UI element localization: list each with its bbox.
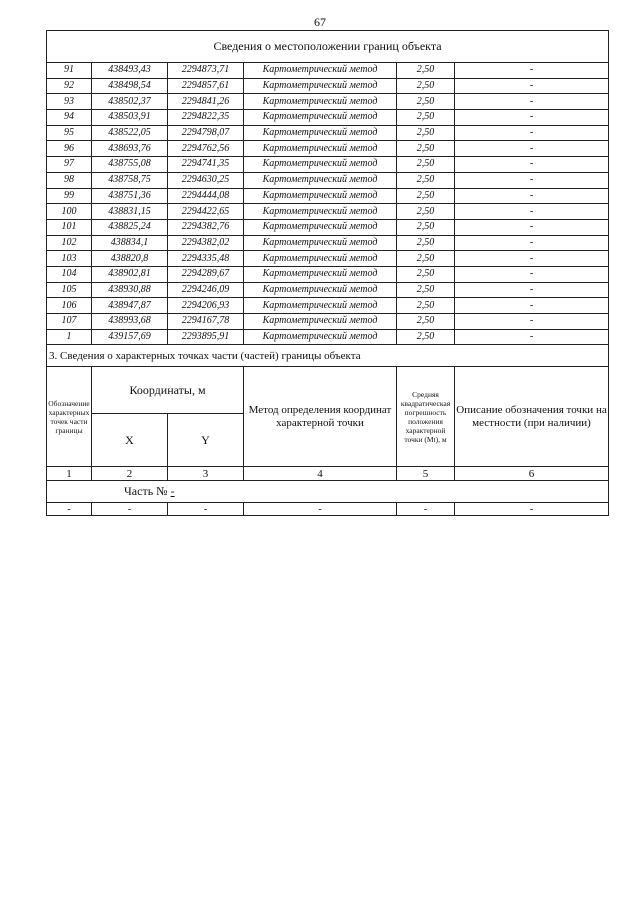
- point-number-cell: 93: [47, 94, 92, 110]
- description-cell: -: [455, 266, 609, 282]
- header-y: Y: [168, 414, 244, 467]
- table-row: [47, 94, 609, 110]
- coord-x-cell: 438993,68: [92, 314, 168, 330]
- description-cell: -: [455, 329, 609, 345]
- coord-x-cell: 438503,91: [92, 110, 168, 126]
- coord-x-cell: 438522,05: [92, 125, 168, 141]
- method-cell: Картометрический метод: [244, 63, 397, 79]
- table-row: [47, 63, 609, 79]
- coord-x-cell: 438498,54: [92, 78, 168, 94]
- accuracy-cell: 2,50: [397, 110, 455, 126]
- point-number-cell: 102: [47, 235, 92, 251]
- table-row: [47, 298, 609, 314]
- coord-x-cell: 438831,15: [92, 204, 168, 220]
- description-cell: -: [455, 157, 609, 173]
- method-cell: Картометрический метод: [244, 329, 397, 345]
- point-number-cell: 98: [47, 172, 92, 188]
- point-number-cell: 101: [47, 219, 92, 235]
- header-x: X: [92, 414, 168, 467]
- table-row: [47, 235, 609, 251]
- table-row: [47, 188, 609, 204]
- column-number: 6: [455, 467, 609, 481]
- part-value: -: [170, 484, 175, 499]
- table-row: [47, 314, 609, 330]
- coord-x-cell: 438947,87: [92, 298, 168, 314]
- method-cell: Картометрический метод: [244, 110, 397, 126]
- accuracy-cell: 2,50: [397, 141, 455, 157]
- table-row: [47, 266, 609, 282]
- accuracy-cell: 2,50: [397, 172, 455, 188]
- description-cell: -: [455, 235, 609, 251]
- accuracy-cell: 2,50: [397, 125, 455, 141]
- point-number-cell: 105: [47, 282, 92, 298]
- header-accuracy: Средняя квадратическая погрешность положения характерной точки (Mt), м: [397, 367, 455, 467]
- table-title: Сведения о местоположении границ объекта: [47, 31, 609, 63]
- point-number-cell: 103: [47, 251, 92, 267]
- coord-x-cell: 438834,1: [92, 235, 168, 251]
- empty-cell: -: [455, 503, 609, 516]
- coord-y-cell: 2294382,76: [168, 219, 244, 235]
- coord-x-cell: 438493,43: [92, 63, 168, 79]
- method-cell: Картометрический метод: [244, 141, 397, 157]
- accuracy-cell: 2,50: [397, 282, 455, 298]
- point-number-cell: 100: [47, 204, 92, 220]
- table-row: [47, 110, 609, 126]
- method-cell: Картометрический метод: [244, 266, 397, 282]
- description-cell: -: [455, 298, 609, 314]
- coord-y-cell: 2294741,35: [168, 157, 244, 173]
- page-number: 67: [314, 15, 326, 29]
- description-cell: -: [455, 282, 609, 298]
- accuracy-cell: 2,50: [397, 188, 455, 204]
- column-number: 1: [47, 467, 92, 481]
- coord-y-cell: 2294422,65: [168, 204, 244, 220]
- empty-cell: -: [397, 503, 455, 516]
- method-cell: Картометрический метод: [244, 94, 397, 110]
- empty-cell: -: [244, 503, 397, 516]
- table-row: [47, 125, 609, 141]
- point-number-cell: 92: [47, 78, 92, 94]
- table-row: [47, 204, 609, 220]
- coord-x-cell: 438755,08: [92, 157, 168, 173]
- table-row: [47, 172, 609, 188]
- accuracy-cell: 2,50: [397, 78, 455, 94]
- table-row: [47, 157, 609, 173]
- method-cell: Картометрический метод: [244, 251, 397, 267]
- description-cell: -: [455, 63, 609, 79]
- description-cell: -: [455, 110, 609, 126]
- column-number: 5: [397, 467, 455, 481]
- method-cell: Картометрический метод: [244, 314, 397, 330]
- table-row: [47, 329, 609, 345]
- description-cell: -: [455, 314, 609, 330]
- boundary-table: [46, 30, 609, 516]
- description-cell: -: [455, 204, 609, 220]
- method-cell: Картометрический метод: [244, 125, 397, 141]
- table-row: [47, 78, 609, 94]
- accuracy-cell: 2,50: [397, 266, 455, 282]
- column-number: 4: [244, 467, 397, 481]
- header-method: Метод определения координат характерной точки: [244, 367, 397, 467]
- coord-x-cell: 438820,8: [92, 251, 168, 267]
- coord-x-cell: 438902,81: [92, 266, 168, 282]
- method-cell: Картометрический метод: [244, 298, 397, 314]
- point-number-cell: 97: [47, 157, 92, 173]
- point-number-cell: 99: [47, 188, 92, 204]
- accuracy-cell: 2,50: [397, 63, 455, 79]
- description-cell: -: [455, 219, 609, 235]
- coord-y-cell: 2294335,48: [168, 251, 244, 267]
- empty-cell: -: [92, 503, 168, 516]
- header-coordinates: Координаты, м: [92, 367, 244, 414]
- table-row: [47, 141, 609, 157]
- coord-x-cell: 438693,76: [92, 141, 168, 157]
- table-row: [47, 251, 609, 267]
- coord-y-cell: 2294841,26: [168, 94, 244, 110]
- column-number: 2: [92, 467, 168, 481]
- accuracy-cell: 2,50: [397, 251, 455, 267]
- coord-y-cell: 2294382,02: [168, 235, 244, 251]
- empty-cell: -: [168, 503, 244, 516]
- method-cell: Картометрический метод: [244, 188, 397, 204]
- description-cell: -: [455, 78, 609, 94]
- description-cell: -: [455, 251, 609, 267]
- method-cell: Картометрический метод: [244, 235, 397, 251]
- description-cell: -: [455, 125, 609, 141]
- accuracy-cell: 2,50: [397, 204, 455, 220]
- point-number-cell: 107: [47, 314, 92, 330]
- description-cell: -: [455, 141, 609, 157]
- header-point-designation: Обозначение характерных точек части границы: [47, 367, 92, 467]
- point-number-cell: 106: [47, 298, 92, 314]
- coord-y-cell: 2294246,09: [168, 282, 244, 298]
- section-3-title: 3. Сведения о характерных точках части (частей) границы объекта: [47, 345, 609, 367]
- method-cell: Картометрический метод: [244, 172, 397, 188]
- point-number-cell: 1: [47, 329, 92, 345]
- empty-cell: -: [47, 503, 92, 516]
- coord-y-cell: 2294167,78: [168, 314, 244, 330]
- method-cell: Картометрический метод: [244, 282, 397, 298]
- coord-y-cell: 2294444,08: [168, 188, 244, 204]
- coord-y-cell: 2294762,56: [168, 141, 244, 157]
- point-number-cell: 95: [47, 125, 92, 141]
- coord-x-cell: 438758,75: [92, 172, 168, 188]
- method-cell: Картометрический метод: [244, 219, 397, 235]
- point-number-cell: 94: [47, 110, 92, 126]
- accuracy-cell: 2,50: [397, 157, 455, 173]
- part-row: [47, 481, 609, 503]
- table-row: [47, 219, 609, 235]
- accuracy-cell: 2,50: [397, 298, 455, 314]
- coord-y-cell: 2294857,61: [168, 78, 244, 94]
- coord-y-cell: 2293895,91: [168, 329, 244, 345]
- coord-x-cell: 438825,24: [92, 219, 168, 235]
- coord-y-cell: 2294798,07: [168, 125, 244, 141]
- coord-x-cell: 438502,37: [92, 94, 168, 110]
- table-row: [47, 282, 609, 298]
- coord-x-cell: 439157,69: [92, 329, 168, 345]
- part-label: Часть №: [124, 484, 168, 499]
- accuracy-cell: 2,50: [397, 94, 455, 110]
- method-cell: Картометрический метод: [244, 157, 397, 173]
- point-number-cell: 104: [47, 266, 92, 282]
- column-number: 3: [168, 467, 244, 481]
- coord-y-cell: 2294873,71: [168, 63, 244, 79]
- accuracy-cell: 2,50: [397, 219, 455, 235]
- point-number-cell: 96: [47, 141, 92, 157]
- accuracy-cell: 2,50: [397, 329, 455, 345]
- coord-x-cell: 438930,88: [92, 282, 168, 298]
- coord-x-cell: 438751,36: [92, 188, 168, 204]
- accuracy-cell: 2,50: [397, 314, 455, 330]
- method-cell: Картометрический метод: [244, 204, 397, 220]
- header-description: Описание обозначения точки на местности (при наличии): [455, 367, 609, 467]
- accuracy-cell: 2,50: [397, 235, 455, 251]
- coord-y-cell: 2294289,67: [168, 266, 244, 282]
- description-cell: -: [455, 188, 609, 204]
- coord-y-cell: 2294630,25: [168, 172, 244, 188]
- point-number-cell: 91: [47, 63, 92, 79]
- coord-y-cell: 2294206,93: [168, 298, 244, 314]
- coord-y-cell: 2294822,35: [168, 110, 244, 126]
- method-cell: Картометрический метод: [244, 78, 397, 94]
- description-cell: -: [455, 172, 609, 188]
- description-cell: -: [455, 94, 609, 110]
